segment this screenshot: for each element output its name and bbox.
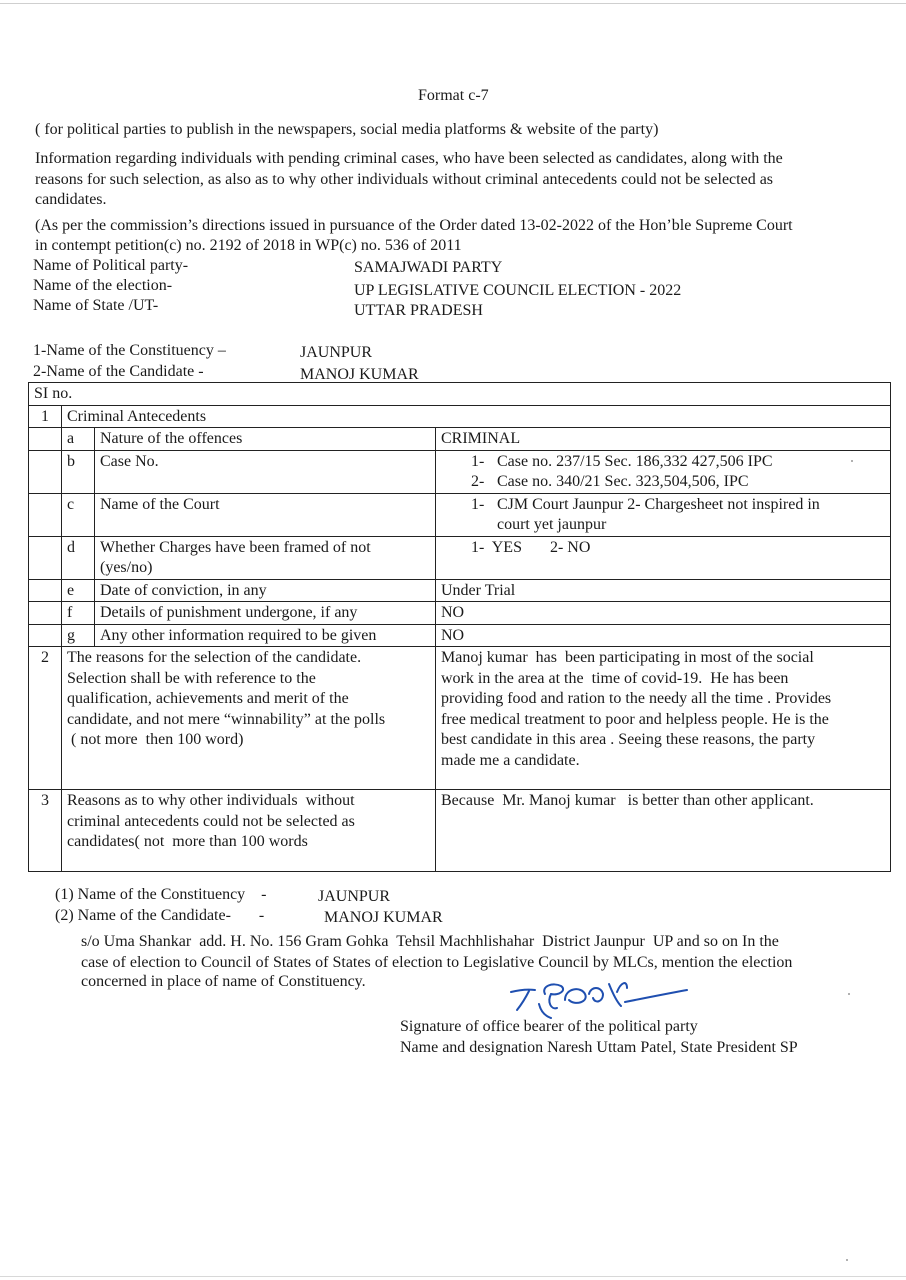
table-row [29, 624, 891, 647]
sub-label-nature: Nature of the offences [95, 428, 436, 451]
signature-label: Signature of office bearer of the political party [400, 1018, 698, 1035]
sub-value-court [436, 493, 891, 536]
row-number: 2 [29, 647, 62, 790]
selection-reasons-question: The reasons for the selection of the candidate. Selection shall be with reference to the qualification, achievements and merit of the candidate, and not mere “winnability” at the polls ( not more then 100 word) [62, 647, 436, 790]
scan-speck [848, 993, 850, 995]
candidate-value: MANOJ KUMAR [300, 366, 419, 383]
intro-line-3: candidates. [35, 191, 107, 208]
table-row [29, 602, 891, 625]
constituency-label: 1-Name of the Constituency – [33, 342, 226, 359]
scan-top-edge [0, 3, 906, 4]
table-row [29, 493, 891, 536]
sub-label-other-info: Any other information required to be given [95, 624, 436, 647]
sub-letter: g [62, 624, 95, 647]
table-row [29, 579, 891, 602]
field-label-state: Name of State /UT- [33, 297, 159, 314]
candidate-label: 2-Name of the Candidate - [33, 363, 204, 380]
other-individuals-answer: Because Mr. Manoj kumar is better than other applicant. [436, 790, 891, 872]
court-line-2: court yet jaunpur [497, 516, 607, 533]
sub-letter: e [62, 579, 95, 602]
field-value-election: UP LEGISLATIVE COUNCIL ELECTION - 2022 [354, 282, 682, 299]
address-line-2: case of election to Council of States of States of election to Legislative Council by MLCs, mention the election [81, 954, 793, 971]
field-label-election: Name of the election- [33, 277, 173, 294]
sub-value-charges: 1- YES 2- NO [436, 536, 891, 579]
format-title: Format c-7 [418, 87, 489, 104]
directions-line-2: in contempt petition(c) no. 2192 of 2018 in WP(c) no. 536 of 2011 [35, 237, 462, 254]
footer-constituency-label: (1) Name of the Constituency - [55, 886, 267, 903]
sub-value-conviction: Under Trial [436, 579, 891, 602]
table-row [29, 790, 891, 872]
table-row [29, 647, 891, 790]
intro-line-2: reasons for such selection, as also as to why other individuals without criminal antecedents could not be selected as [35, 171, 774, 188]
sub-label-case-no: Case No. [95, 450, 436, 493]
sub-letter: a [62, 428, 95, 451]
name-designation: Name and designation Naresh Uttam Patel, State President SP [400, 1039, 798, 1056]
criminal-antecedents-table [28, 382, 891, 872]
sl-no-header: SI no. [29, 383, 891, 406]
sub-label-punishment: Details of punishment undergone, if any [95, 602, 436, 625]
field-value-party: SAMAJWADI PARTY [354, 259, 503, 276]
table-row [29, 428, 891, 451]
row-title-criminal-antecedents: Criminal Antecedents [62, 405, 891, 428]
footer-candidate-value: MANOJ KUMAR [324, 909, 443, 926]
sub-value-nature: CRIMINAL [436, 428, 891, 451]
footer-candidate-label: (2) Name of the Candidate- - [55, 907, 265, 924]
table-row [29, 536, 891, 579]
sub-label-court: Name of the Court [95, 493, 436, 536]
field-label-party: Name of Political party- [33, 257, 189, 274]
footer-constituency-value: JAUNPUR [318, 888, 391, 905]
subtitle: ( for political parties to publish in the newspapers, social media platforms & website of the party) [35, 121, 659, 138]
sub-label-charges: Whether Charges have been framed of not (yes/no) [95, 536, 436, 579]
row-number: 3 [29, 790, 62, 872]
case-line-2: 2- Case no. 340/21 Sec. 323,504,506, IPC [471, 473, 749, 490]
selection-reasons-answer: Manoj kumar has been participating in most of the social work in the area at the time of covid-19. He has been providing food and ration to the needy all the time . Provides free medical treatment to poor and helpless people. He is the best candidate in this area . Seeing these reasons, the party made me a candidate. [436, 647, 891, 790]
scan-bottom-edge [0, 1276, 906, 1277]
constituency-value: JAUNPUR [300, 344, 373, 361]
sub-letter: c [62, 493, 95, 536]
sub-value-punishment: NO [436, 602, 891, 625]
table-header-row [29, 383, 891, 406]
address-line-1: s/o Uma Shankar add. H. No. 156 Gram Gohka Tehsil Machhlishahar District Jaunpur UP and so on In the [81, 933, 779, 950]
court-line-1: 1- CJM Court Jaunpur 2- Chargesheet not inspired in [471, 495, 820, 513]
sub-value-other-info: NO [436, 624, 891, 647]
case-line-1: 1- Case no. 237/15 Sec. 186,332 427,506 IPC [471, 452, 773, 470]
sub-letter: f [62, 602, 95, 625]
scan-speck [846, 1259, 848, 1261]
table-row [29, 450, 891, 493]
field-value-state: UTTAR PRADESH [354, 302, 483, 319]
row-number: 1 [29, 405, 62, 428]
intro-line-1: Information regarding individuals with pending criminal cases, who have been selected as candidates, along with the [35, 150, 783, 167]
scan-speck [851, 460, 853, 462]
sub-value-case-no [436, 450, 891, 493]
sub-letter: d [62, 536, 95, 579]
directions-line-1: (As per the commission’s directions issued in pursuance of the Order dated 13-02-2022 of the Hon’ble Supreme Court [35, 217, 793, 234]
sub-label-conviction: Date of conviction, in any [95, 579, 436, 602]
address-line-3: concerned in place of name of Constituency. [81, 973, 366, 990]
sub-letter: b [62, 450, 95, 493]
other-individuals-question: Reasons as to why other individuals without criminal antecedents could not be selected as candidates( not more than 100 words [62, 790, 436, 872]
table-row [29, 405, 891, 428]
